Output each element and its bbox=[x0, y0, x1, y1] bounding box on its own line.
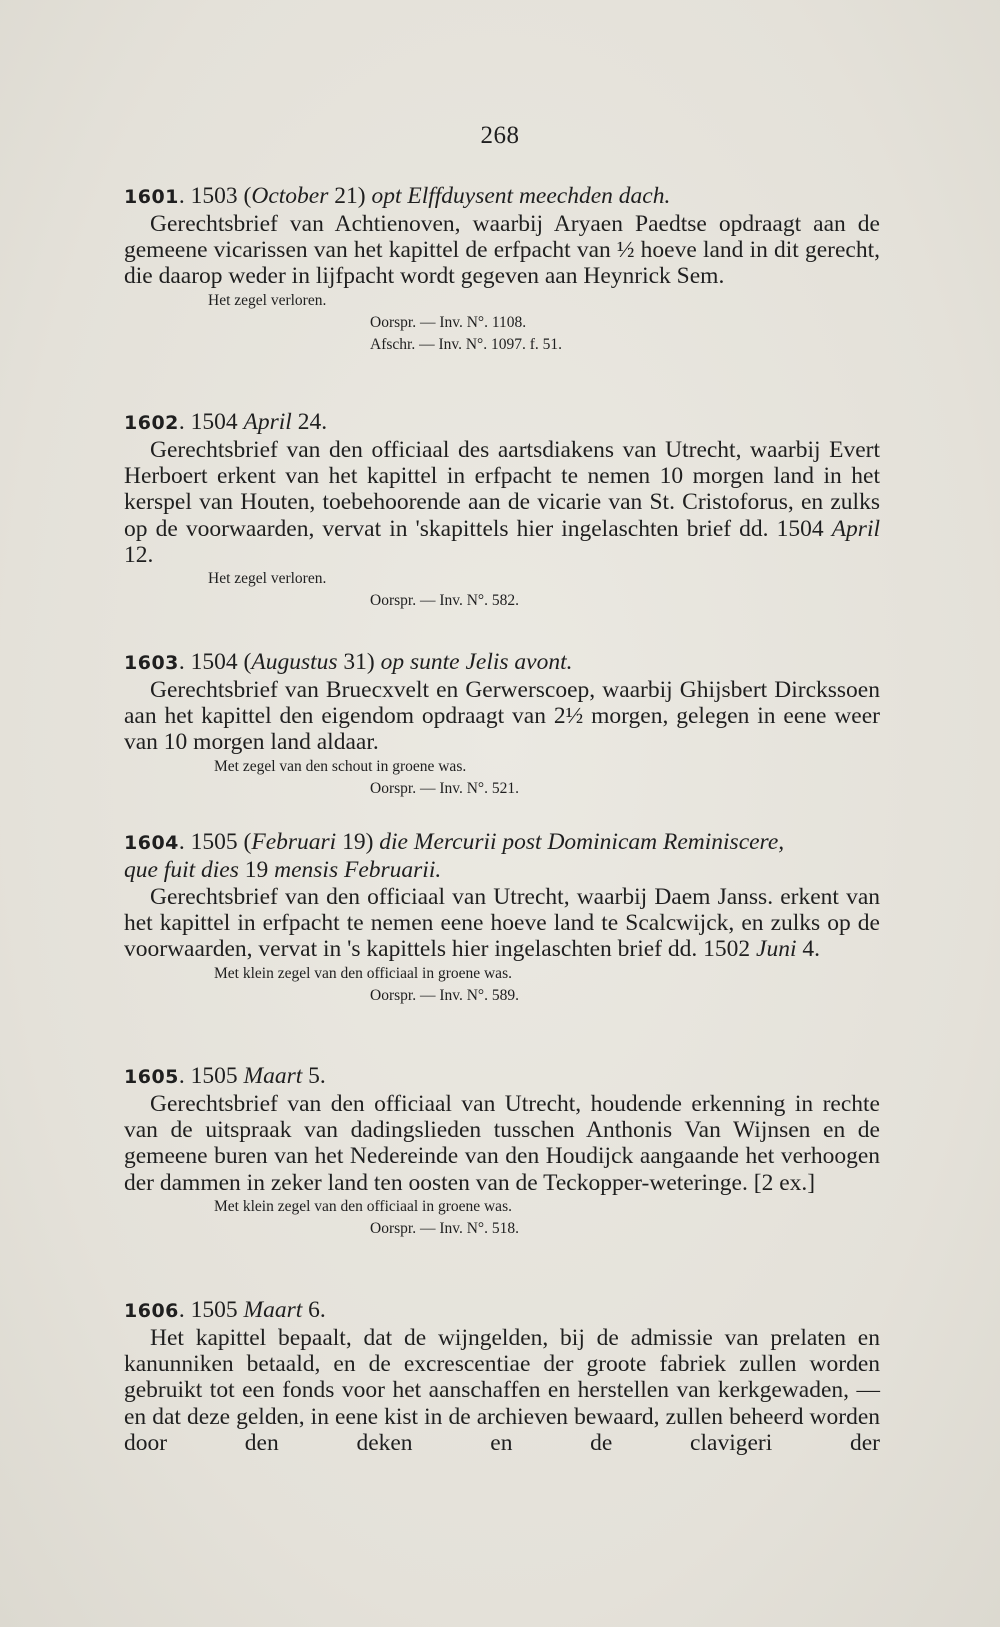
entry-date-note: die Mercurii post Dominicam Reminiscere, bbox=[379, 829, 785, 855]
entry-date: 1504 bbox=[190, 409, 244, 435]
entry-number: 1602 bbox=[124, 412, 179, 434]
entry-1605 bbox=[124, 1063, 880, 1240]
seal-note: Het zegel verloren. bbox=[208, 570, 327, 588]
entry-1604 bbox=[124, 829, 880, 1007]
entry-heading: 1601. 1503 (October 21) opt Elffduysent meechden dach. bbox=[124, 183, 671, 209]
entry-body: Gerechtsbrief van Bruecxvelt en Gerwerscoep, waarbij Ghijsbert Dirckssoen aan het kapittel den eigendom opdraagt van 2½ morgen, gelegen in eene weer van 10 morgen land aldaar. bbox=[124, 677, 880, 756]
archive-reference: Oorspr. — Inv. N°. 582. bbox=[370, 592, 519, 610]
entry-date: 1505 bbox=[190, 1297, 244, 1323]
entry-body: Gerechtsbrief van Achtienoven, waarbij Aryaen Paedtse opdraagt aan de gemeene vicarissen van het kapittel de erfpacht van ½ hoeve land in dit gerecht, die daarop weder in lijfpacht wordt gegeven aan Heynrick Sem. bbox=[124, 211, 880, 290]
entry-number: 1603 bbox=[124, 652, 179, 674]
entry-date-note: opt Elffduysent meechden dach. bbox=[371, 183, 671, 209]
entry-month: Maart bbox=[243, 1297, 303, 1323]
entry-month: Maart bbox=[243, 1063, 303, 1089]
entry-number: 1604 bbox=[124, 832, 179, 854]
seal-note: Met klein zegel van den officiaal in groene was. bbox=[214, 1197, 512, 1215]
entry-date: 1505 ( bbox=[190, 829, 252, 855]
entry-number: 1606 bbox=[124, 1300, 179, 1322]
entry-heading: 1603. 1504 (Augustus 31) op sunte Jelis avont. bbox=[124, 649, 573, 675]
seal-note: Met klein zegel van den officiaal in groene was. bbox=[214, 964, 512, 982]
entry-1606 bbox=[124, 1297, 880, 1456]
entry-number: 1605 bbox=[124, 1066, 179, 1088]
archive-reference: Oorspr. — Inv. N°. 521. bbox=[370, 779, 519, 797]
entry-body: Gerechtsbrief van den officiaal van Utrecht, houdende erkenning in rechte van de uitspraak van dadingslieden tusschen Anthonis Van Wijnsen en de gemeene buren van het Nedereinde van den Houdijck aangaande het verhoogen der dammen in zeker land ten oosten van de Teckopper-weteringe. [2 ex.] bbox=[124, 1091, 880, 1196]
entry-heading: 1604. 1505 (Februari 19) die Mercurii post Dominicam Reminiscere, bbox=[124, 829, 785, 855]
entry-body: Het kapittel bepaalt, dat de wijngelden, bij de admissie van prelaten en kanunniken betaald, en de excrescentiae der groote fabriek zullen worden gebruikt tot een fonds voor het aanschaffen en herstellen van kerkgewaden, — en dat deze gelden, in eene kist in de archieven bewaard, zullen beheerd worden door den deken en de clavigeri der bbox=[124, 1325, 880, 1456]
seal-note: Het zegel verloren. bbox=[208, 291, 327, 309]
entry-body: Gerechtsbrief van den officiaal des aartsdiakens van Utrecht, waarbij Evert Herboert erkent van het kapittel in erfpacht te nemen 10 morgen land in het kerspel van Houten, toebehoorende aan de vicarie van St. Cristoforus, en zulks op de voorwaarden, vervat in 'skapittels hier ingelaschten brief dd. 1504 April 12. bbox=[124, 437, 880, 568]
page-number: 268 bbox=[480, 122, 520, 149]
entry-date-note: op sunte Jelis avont. bbox=[380, 649, 573, 675]
entry-1602 bbox=[124, 409, 880, 612]
archive-reference: Oorspr. — Inv. N°. 1108. bbox=[370, 313, 527, 331]
entry-heading: 1602. 1504 April 24. bbox=[124, 409, 328, 435]
seal-note: Met zegel van den schout in groene was. bbox=[214, 757, 467, 775]
entry-heading: 1605. 1505 Maart 5. bbox=[124, 1063, 326, 1089]
entry-heading: 1606. 1505 Maart 6. bbox=[124, 1297, 326, 1323]
entry-month: Februari bbox=[251, 829, 337, 855]
entry-date: 1504 ( bbox=[190, 649, 252, 675]
archive-reference: Afschr. — Inv. N°. 1097. f. 51. bbox=[370, 335, 563, 353]
entry-month: Augustus bbox=[251, 649, 338, 675]
entry-1603 bbox=[124, 649, 880, 800]
archive-reference: Oorspr. — Inv. N°. 589. bbox=[370, 986, 519, 1004]
entry-number: 1601 bbox=[124, 186, 179, 208]
archive-reference: Oorspr. — Inv. N°. 518. bbox=[370, 1219, 519, 1237]
entry-month: October bbox=[251, 183, 329, 209]
entry-body: Gerechtsbrief van den officiaal van Utrecht, waarbij Daem Janss. erkent van het kapittel in erfpacht te nemen eene hoeve land te Scalcwijck, en zulks op de voorwaarden, vervat in 's kapittels hier ingelaschten brief dd. 1502 Juni 4. bbox=[124, 884, 880, 963]
entry-month: April bbox=[243, 409, 292, 435]
entry-date: 1503 ( bbox=[190, 183, 252, 209]
entry-1601 bbox=[124, 183, 880, 356]
entry-heading-continued: que fuit dies 19 mensis Februarii. bbox=[124, 857, 442, 883]
entry-date: 1505 bbox=[190, 1063, 244, 1089]
